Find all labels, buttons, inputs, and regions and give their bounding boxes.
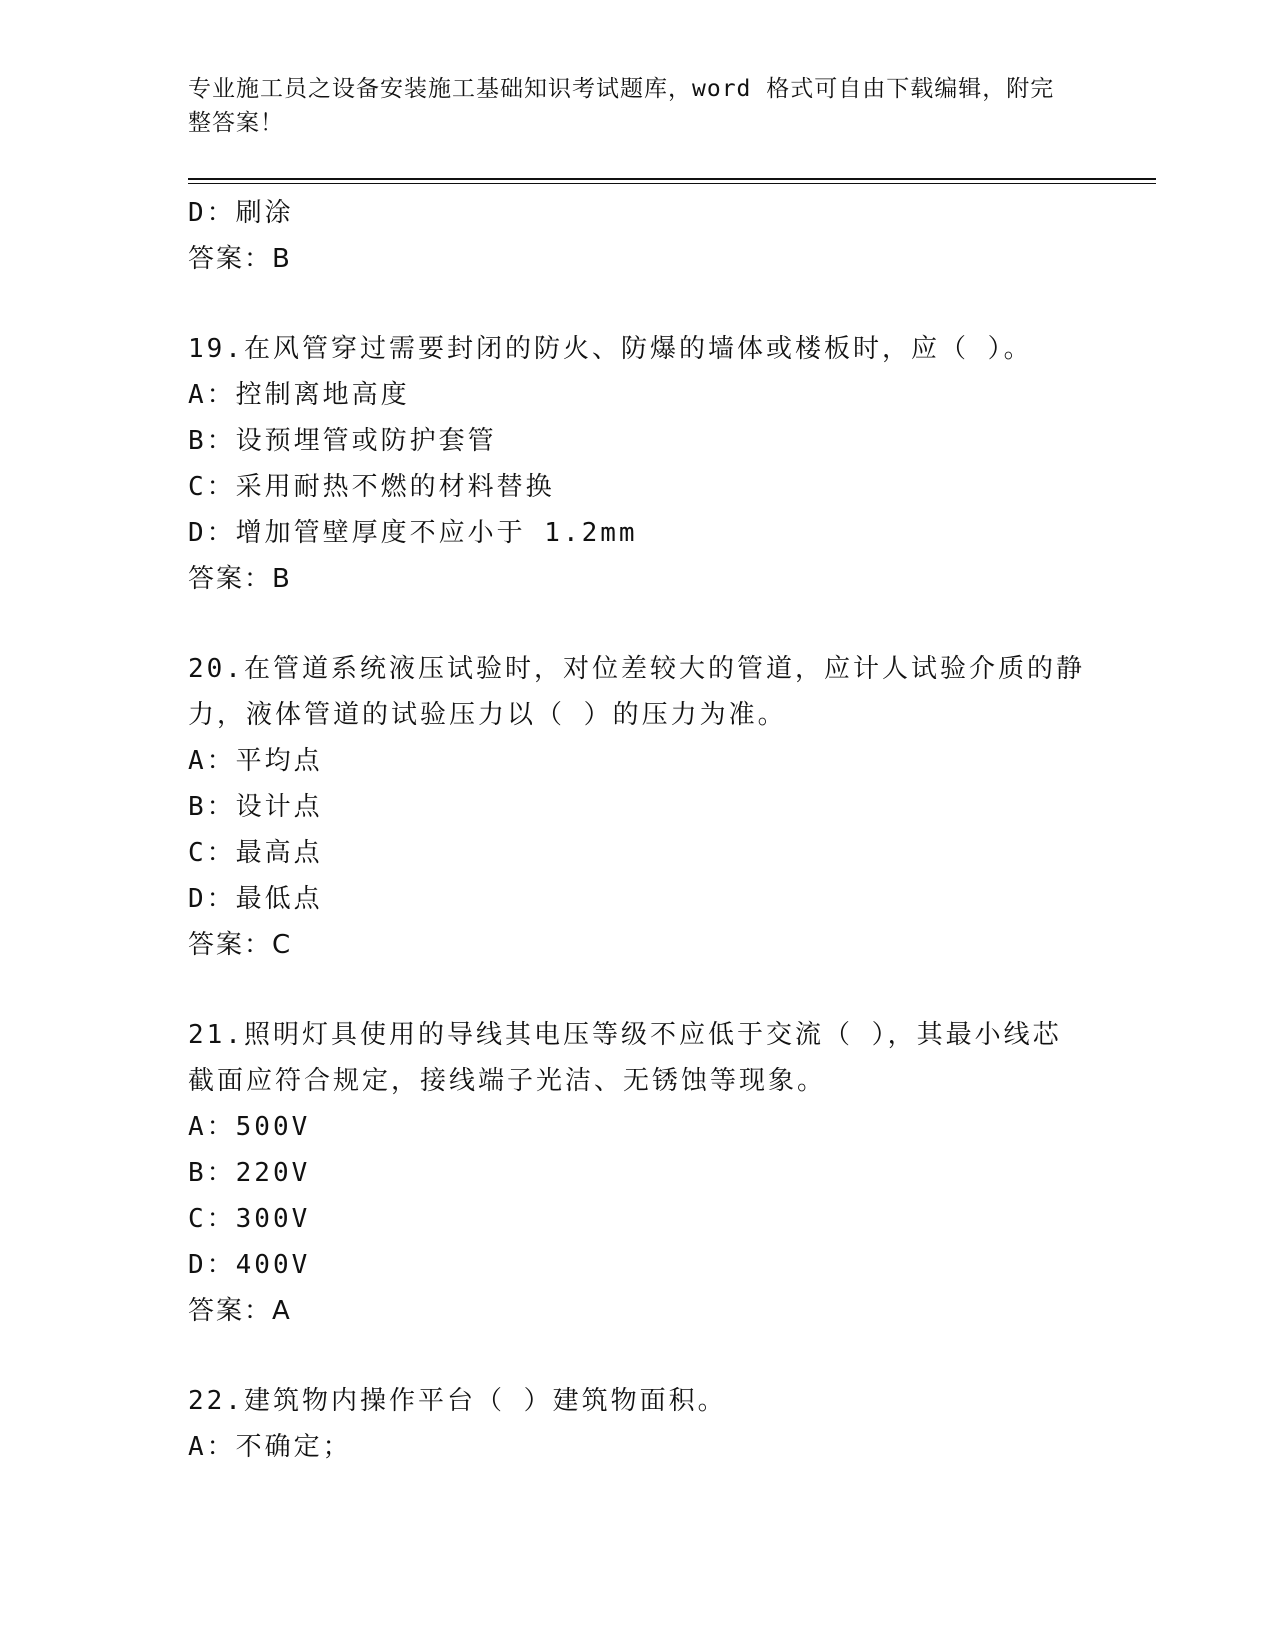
q20-question-line-1: 20.在管道系统液压试验时，对位差较大的管道，应计人试验介质的静 <box>188 654 1085 684</box>
q19-option-b: B：设预埋管或防护套管 <box>188 426 497 456</box>
q19-option-a: A：控制离地高度 <box>188 380 410 410</box>
q19-option-c: C：采用耐热不燃的材料替换 <box>188 472 555 502</box>
q20-option-b: B：设计点 <box>188 792 323 822</box>
q20-option-a: A：平均点 <box>188 746 323 776</box>
q20-question-line-2: 力，液体管道的试验压力以（ ）的压力为准。 <box>188 700 787 730</box>
spacer <box>188 282 1088 326</box>
q21-question-line-1: 21.照明灯具使用的导线其电压等级不应低于交流（ ），其最小线芯 <box>188 1020 1062 1050</box>
q19-question: 19.在风管穿过需要封闭的防火、防爆的墙体或楼板时，应（ ）。 <box>188 334 1033 364</box>
document-header: 专业施工员之设备安装施工基础知识考试题库，word 格式可自由下载编辑，附完整答案！ <box>188 76 1055 136</box>
q18-answer: 答案：B <box>188 244 292 274</box>
q21-question-line-2: 截面应符合规定，接线端子光洁、无锈蚀等现象。 <box>188 1066 827 1096</box>
spacer <box>188 602 1088 646</box>
q19-answer: 答案：B <box>188 564 292 594</box>
q20-option-c: C：最高点 <box>188 838 323 868</box>
q21-option-d: D：400V <box>188 1250 311 1280</box>
q20-option-d: D：最低点 <box>188 884 323 914</box>
q21-option-c: C：300V <box>188 1204 311 1234</box>
spacer <box>188 1334 1088 1378</box>
q22-option-a: A：不确定； <box>188 1432 352 1462</box>
q21-answer: 答案：A <box>188 1296 292 1326</box>
spacer <box>188 968 1088 1012</box>
header-divider <box>188 178 1156 180</box>
q21-option-a: A：500V <box>188 1112 311 1142</box>
q18-option-d: D：刷涂 <box>188 198 294 228</box>
question-list <box>188 190 1088 1470</box>
header-divider-thin <box>188 183 1156 184</box>
q20-answer: 答案：C <box>188 930 293 960</box>
q19-option-d: D：增加管壁厚度不应小于 1.2mm <box>188 518 638 548</box>
q22-question: 22.建筑物内操作平台（ ）建筑物面积。 <box>188 1386 727 1416</box>
q21-option-b: B：220V <box>188 1158 311 1188</box>
